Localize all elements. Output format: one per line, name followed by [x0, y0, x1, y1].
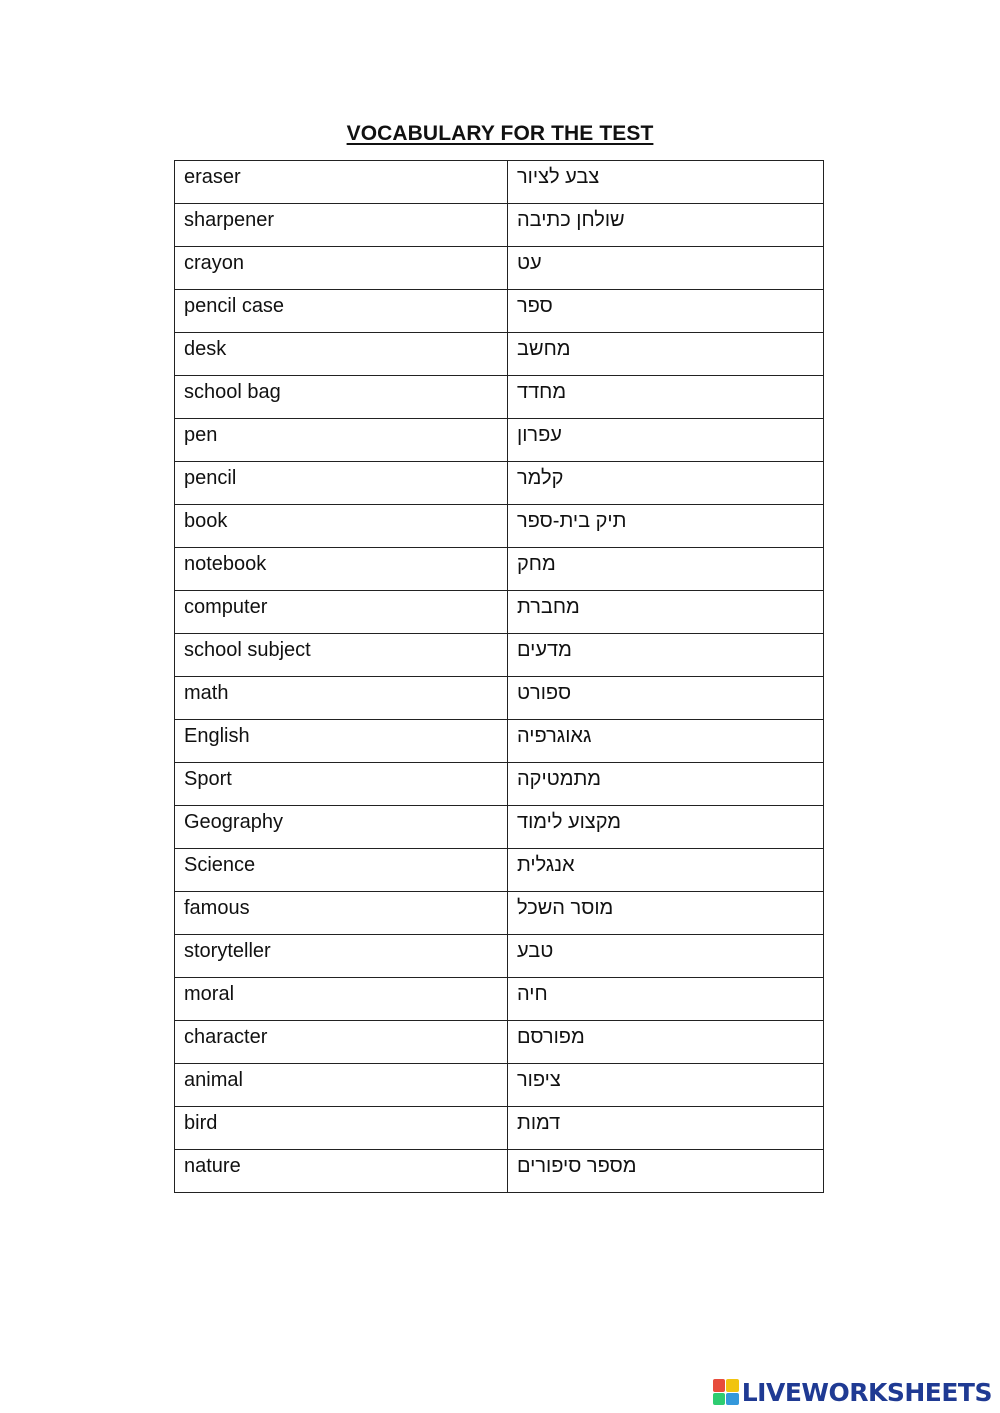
table-row — [175, 290, 824, 333]
hebrew-word: ספר — [517, 295, 553, 317]
hebrew-word: מחשב — [517, 338, 571, 360]
english-word-cell: famous — [175, 892, 508, 935]
hebrew-word-cell — [508, 462, 824, 505]
table-row — [175, 634, 824, 677]
english-word-cell: Geography — [175, 806, 508, 849]
hebrew-word: מפורסם — [517, 1026, 585, 1048]
hebrew-word: קלמר — [517, 467, 564, 489]
hebrew-word: שולחן כתיבה — [517, 209, 625, 231]
table-row — [175, 247, 824, 290]
hebrew-word: מחדד — [517, 381, 567, 403]
hebrew-word-cell — [508, 419, 824, 462]
hebrew-word-cell — [508, 634, 824, 677]
hebrew-word: מתמטיקה — [517, 768, 602, 790]
english-word-cell: storyteller — [175, 935, 508, 978]
hebrew-word-cell — [508, 1107, 824, 1150]
english-word-cell: school subject — [175, 634, 508, 677]
english-word-cell: sharpener — [175, 204, 508, 247]
hebrew-word-cell — [508, 1021, 824, 1064]
hebrew-word: מוסר השכל — [517, 897, 614, 919]
english-word-cell: computer — [175, 591, 508, 634]
hebrew-word-cell — [508, 892, 824, 935]
hebrew-word-cell — [508, 1150, 824, 1193]
english-word-cell: English — [175, 720, 508, 763]
table-row — [175, 1064, 824, 1107]
hebrew-word-cell — [508, 806, 824, 849]
table-row — [175, 591, 824, 634]
hebrew-word-cell — [508, 247, 824, 290]
english-word-cell: pencil — [175, 462, 508, 505]
english-word-cell: crayon — [175, 247, 508, 290]
english-word-cell: eraser — [175, 161, 508, 204]
table-row — [175, 161, 824, 204]
table-row — [175, 1150, 824, 1193]
hebrew-word: צבע לציור — [517, 166, 600, 188]
hebrew-word-cell — [508, 161, 824, 204]
english-word-cell: school bag — [175, 376, 508, 419]
vocabulary-table-body — [175, 161, 824, 1193]
english-word-cell: animal — [175, 1064, 508, 1107]
table-row — [175, 333, 824, 376]
english-word-cell: notebook — [175, 548, 508, 591]
table-row — [175, 978, 824, 1021]
table-row — [175, 1107, 824, 1150]
table-row — [175, 204, 824, 247]
english-word-cell: desk — [175, 333, 508, 376]
hebrew-word: מחק — [517, 553, 556, 575]
table-row — [175, 548, 824, 591]
table-row — [175, 763, 824, 806]
hebrew-word-cell — [508, 591, 824, 634]
hebrew-word-cell — [508, 1064, 824, 1107]
table-row — [175, 1021, 824, 1064]
watermark-text: LIVEWORKSHEETS — [741, 1377, 992, 1407]
table-row — [175, 677, 824, 720]
hebrew-word: תיק בית-ספר — [517, 510, 627, 532]
hebrew-word-cell — [508, 978, 824, 1021]
table-row — [175, 849, 824, 892]
english-word-cell: Science — [175, 849, 508, 892]
liveworksheets-logo-icon — [713, 1379, 739, 1405]
hebrew-word-cell — [508, 849, 824, 892]
hebrew-word: מספר סיפורים — [517, 1155, 637, 1177]
watermark — [713, 1377, 992, 1407]
hebrew-word: ציפור — [517, 1069, 561, 1091]
table-row — [175, 935, 824, 978]
hebrew-word-cell — [508, 290, 824, 333]
english-word-cell: pen — [175, 419, 508, 462]
hebrew-word: מחברת — [517, 596, 580, 618]
english-word-cell: Sport — [175, 763, 508, 806]
hebrew-word: מדעים — [517, 639, 572, 661]
hebrew-word: אנגלית — [517, 854, 575, 876]
table-row — [175, 892, 824, 935]
english-word-cell: nature — [175, 1150, 508, 1193]
table-row — [175, 419, 824, 462]
vocabulary-table — [174, 160, 824, 1193]
table-row — [175, 376, 824, 419]
hebrew-word-cell — [508, 548, 824, 591]
english-word-cell: pencil case — [175, 290, 508, 333]
hebrew-word: עפרון — [517, 424, 562, 446]
hebrew-word-cell — [508, 333, 824, 376]
hebrew-word: עט — [517, 252, 542, 274]
hebrew-word: דמות — [517, 1112, 561, 1134]
english-word-cell: moral — [175, 978, 508, 1021]
hebrew-word: מקצוע לימוד — [517, 811, 622, 833]
hebrew-word-cell — [508, 763, 824, 806]
hebrew-word-cell — [508, 505, 824, 548]
page-title: VOCABULARY FOR THE TEST — [346, 122, 654, 145]
hebrew-word: חיה — [517, 983, 548, 1005]
hebrew-word-cell — [508, 677, 824, 720]
hebrew-word-cell — [508, 935, 824, 978]
english-word-cell: math — [175, 677, 508, 720]
hebrew-word: גאוגרפיה — [517, 725, 592, 747]
hebrew-word-cell — [508, 720, 824, 763]
hebrew-word: טבע — [517, 940, 554, 962]
english-word-cell: character — [175, 1021, 508, 1064]
hebrew-word: ספורט — [517, 682, 572, 704]
table-row — [175, 806, 824, 849]
table-row — [175, 462, 824, 505]
hebrew-word-cell — [508, 204, 824, 247]
table-row — [175, 505, 824, 548]
english-word-cell: bird — [175, 1107, 508, 1150]
hebrew-word-cell — [508, 376, 824, 419]
english-word-cell: book — [175, 505, 508, 548]
table-row — [175, 720, 824, 763]
